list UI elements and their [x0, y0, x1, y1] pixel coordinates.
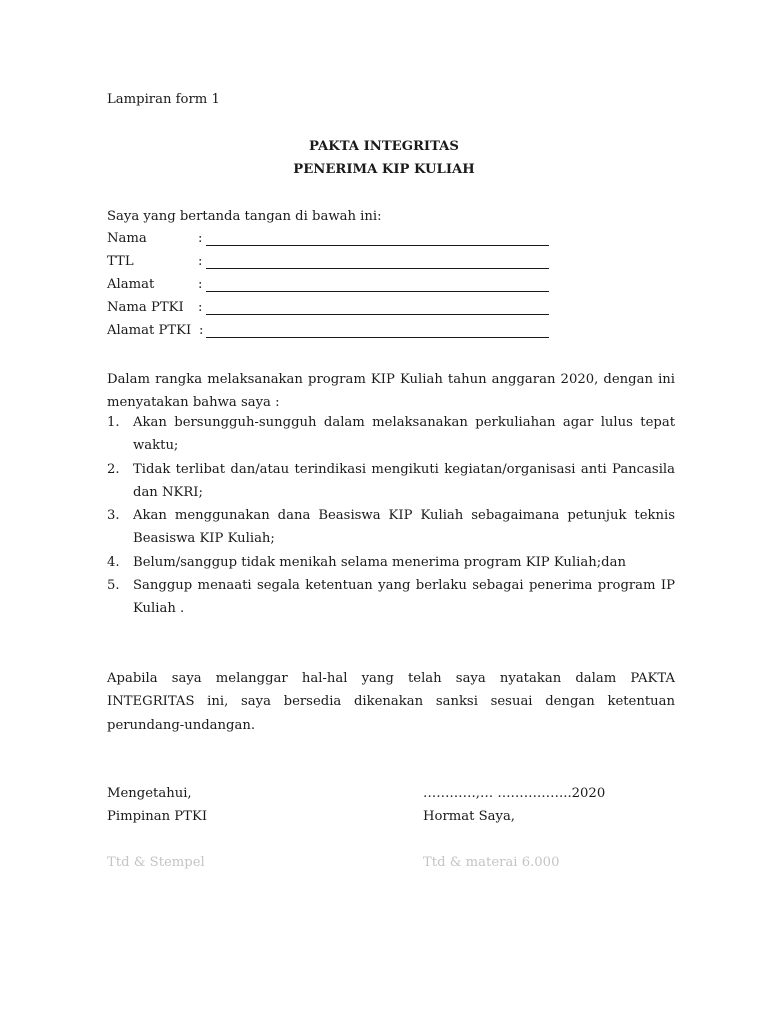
list-item	[107, 504, 675, 551]
statement-paragraph: Dalam rangka melaksanakan program KIP Kuliah tahun anggaran 2020, dengan ini menyatakan bahwa saya :	[107, 372, 675, 411]
field-label: Nama	[107, 231, 147, 246]
field-blank-line[interactable]	[206, 314, 549, 315]
field-colon: :	[199, 323, 204, 338]
document-title: PAKTA INTEGRITAS	[309, 139, 459, 154]
list-item	[107, 411, 675, 458]
field-colon: :	[198, 277, 203, 292]
signature-left-line1: Mengetahui,	[107, 786, 192, 801]
signature-left-note: Ttd & Stempel	[107, 855, 205, 870]
signature-left-line2: Pimpinan PTKI	[107, 809, 208, 824]
list-number: 4.	[107, 554, 120, 570]
field-label: Alamat	[107, 277, 155, 292]
signature-right-date: …………,… ……………..2020	[423, 786, 606, 801]
list-text: Akan bersungguh-sungguh dalam melaksanakan perkuliahan agar lulus tepat waktu;	[133, 415, 675, 454]
field-blank-line[interactable]	[206, 337, 549, 338]
list-text: Sanggup menaati segala ketentuan yang berlaku sebagai penerima program IP Kuliah .	[133, 578, 675, 617]
list-number: 5.	[107, 578, 120, 594]
signature-right-line2: Hormat Saya,	[423, 809, 516, 824]
list-number: 2.	[107, 461, 120, 477]
field-blank-line[interactable]	[206, 268, 549, 269]
field-label: Alamat PTKI	[107, 323, 192, 338]
form-reference: Lampiran form 1	[107, 92, 220, 107]
list-item	[107, 551, 675, 574]
field-colon: :	[198, 254, 203, 269]
field-label: Nama PTKI	[107, 300, 184, 315]
document-subtitle: PENERIMA KIP KULIAH	[293, 162, 475, 177]
field-colon: :	[198, 231, 203, 246]
list-text: Belum/sanggup tidak menikah selama menerima program KIP Kuliah;dan	[133, 554, 626, 570]
list-item	[107, 458, 675, 505]
list-text: Akan menggunakan dana Beasiswa KIP Kuliah sebagaimana petunjuk teknis Beasiswa KIP Kuliah;	[133, 508, 675, 547]
field-blank-line[interactable]	[206, 291, 549, 292]
commitment-list	[107, 411, 675, 621]
intro-text: Saya yang bertanda tangan di bawah ini:	[107, 209, 382, 224]
list-number: 3.	[107, 508, 120, 524]
field-blank-line[interactable]	[206, 245, 549, 246]
field-label: TTL	[107, 254, 134, 269]
list-item	[107, 574, 675, 621]
signature-right-note: Ttd & materai 6.000	[423, 855, 560, 870]
list-number: 1.	[107, 415, 120, 430]
list-text: Tidak terlibat dan/atau terindikasi mengikuti kegiatan/organisasi anti Pancasila dan NKRI;	[133, 461, 675, 500]
closing-paragraph: Apabila saya melanggar hal-hal yang telah saya nyatakan dalam PAKTA INTEGRITAS ini, saya bersedia dikenakan sanksi sesuai dengan ketentuan perundang-undangan.	[107, 671, 675, 733]
field-colon: :	[198, 300, 203, 315]
